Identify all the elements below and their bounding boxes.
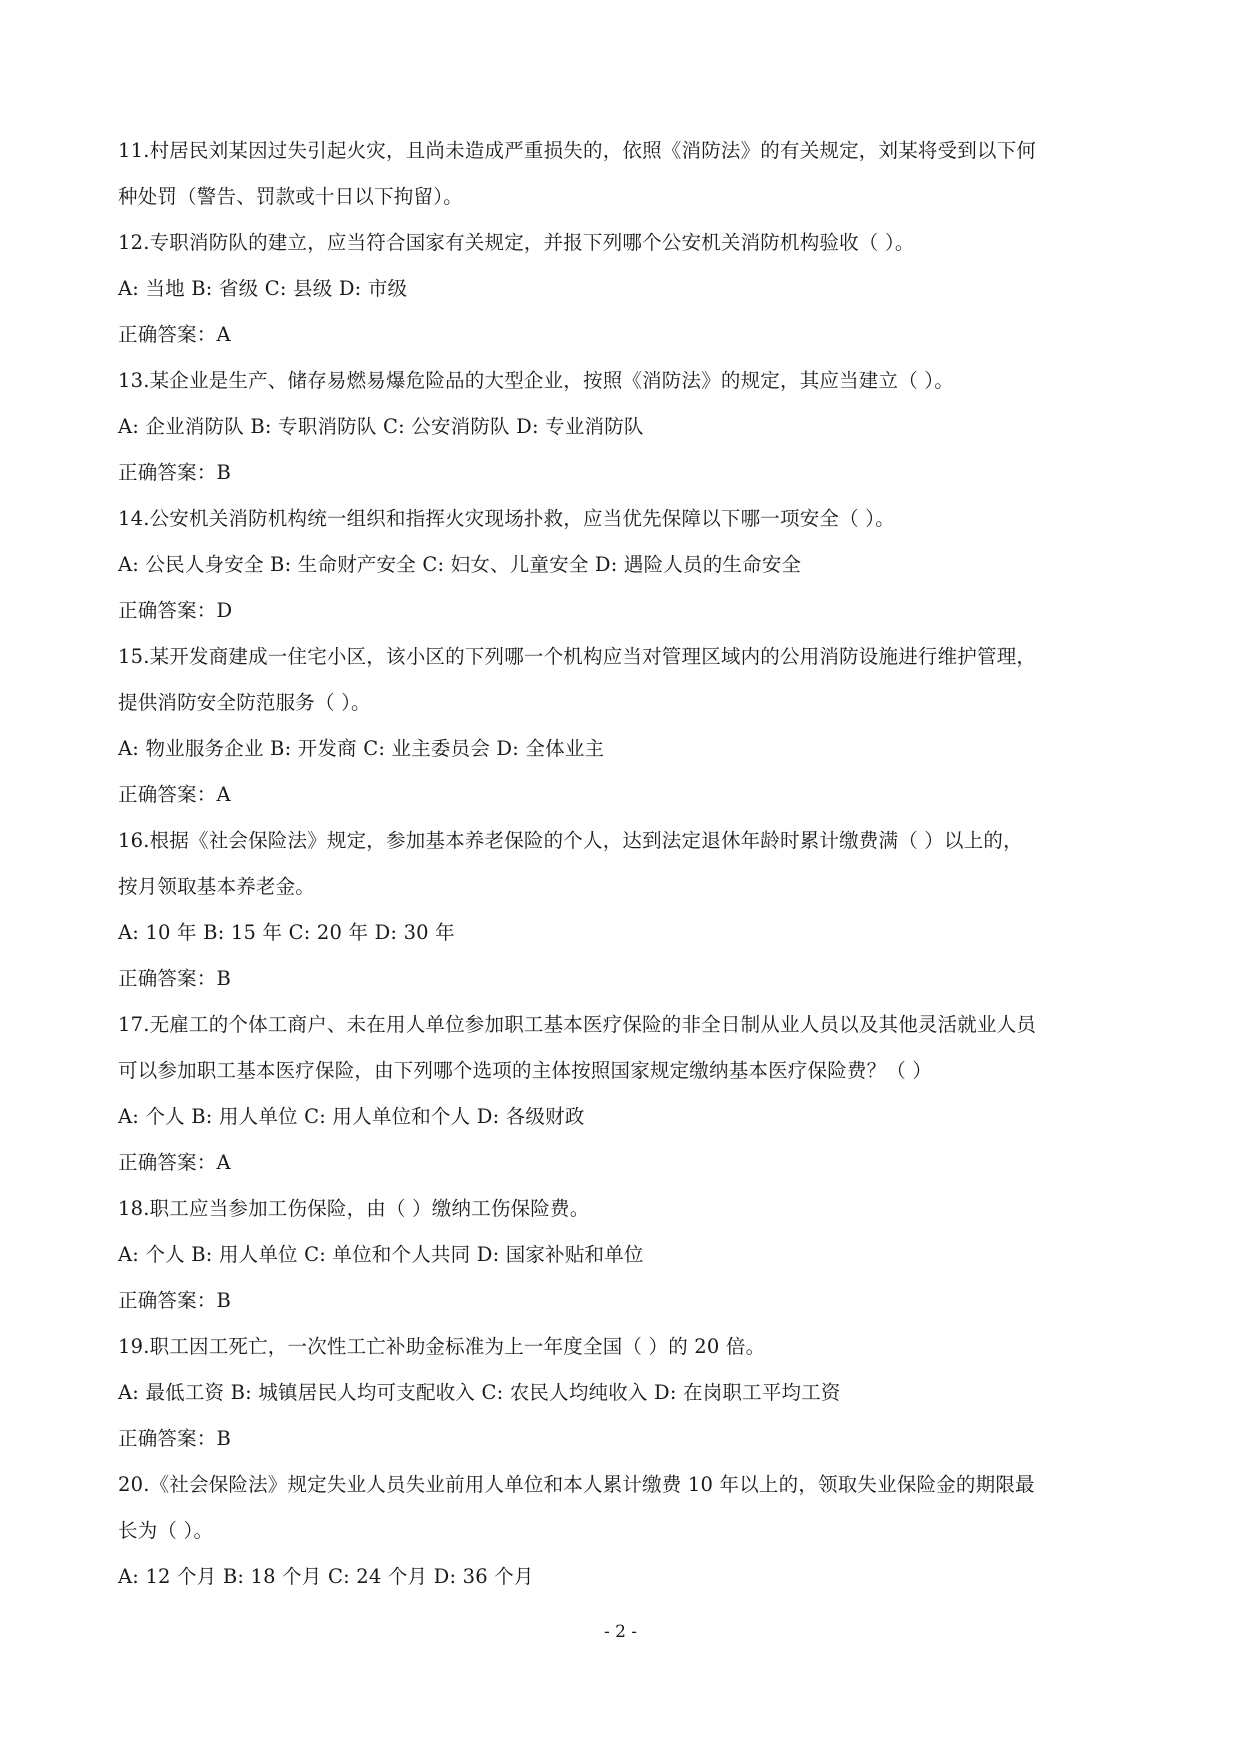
text-line: A: 最低工资 B: 城镇居民人均可支配收入 C: 农民人均纯收入 D: 在岗职工平均工资	[118, 1381, 841, 1404]
text-line: 按月领取基本养老金。	[118, 875, 316, 898]
text-line: 16.根据《社会保险法》规定，参加基本养老保险的个人，达到法定退休年龄时累计缴费满（ ）以上的，	[118, 829, 1023, 852]
text-line: 14.公安机关消防机构统一组织和指挥火灾现场扑救，应当优先保障以下哪一项安全（ ）。	[118, 507, 895, 530]
text-line: 可以参加职工基本医疗保险，由下列哪个选项的主体按照国家规定缴纳基本医疗保险费？（ ）	[118, 1059, 933, 1082]
text-line: 11.村居民刘某因过失引起火灾，且尚未造成严重损失的，依照《消防法》的有关规定，刘某将受到以下何	[118, 139, 1037, 162]
text-line: 正确答案：A	[118, 1151, 231, 1174]
text-line: 正确答案：B	[118, 967, 232, 990]
text-line: A: 12 个月 B: 18 个月 C: 24 个月 D: 36 个月	[118, 1565, 534, 1588]
text-line: 正确答案：D	[118, 599, 233, 622]
text-line: A: 10 年 B: 15 年 C: 20 年 D: 30 年	[118, 921, 455, 944]
text-line: 18.职工应当参加工伤保险，由（ ）缴纳工伤保险费。	[118, 1197, 590, 1220]
text-line: 15.某开发商建成一住宅小区，该小区的下列哪一个机构应当对管理区域内的公用消防设施进行维护管理，	[118, 645, 1037, 668]
text-line: A: 企业消防队 B: 专职消防队 C: 公安消防队 D: 专业消防队	[118, 415, 644, 438]
text-line: 17.无雇工的个体工商户、未在用人单位参加职工基本医疗保险的非全日制从业人员以及其他灵活就业人员	[118, 1013, 1037, 1036]
text-line: 长为（ ）。	[118, 1519, 214, 1542]
text-line: 正确答案：A	[118, 323, 231, 346]
page-number: - 2 -	[603, 1622, 638, 1642]
text-line: 12.专职消防队的建立，应当符合国家有关规定，并报下列哪个公安机关消防机构验收（ ）。	[118, 231, 915, 254]
text-line: 提供消防安全防范服务（ ）。	[118, 691, 371, 714]
text-line: A: 个人 B: 用人单位 C: 单位和个人共同 D: 国家补贴和单位	[118, 1243, 644, 1266]
text-line: A: 当地 B: 省级 C: 县级 D: 市级	[118, 277, 408, 300]
text-line: 正确答案：B	[118, 1427, 232, 1450]
text-line: A: 公民人身安全 B: 生命财产安全 C: 妇女、儿童安全 D: 遇险人员的生命安全	[118, 553, 802, 576]
text-line: 19.职工因工死亡，一次性工亡补助金标准为上一年度全国（ ）的 20 倍。	[118, 1335, 766, 1358]
text-line: 20.《社会保险法》规定失业人员失业前用人单位和本人累计缴费 10 年以上的，领取失业保险金的期限最	[118, 1473, 1035, 1496]
text-line: 正确答案：A	[118, 783, 231, 806]
page-content	[118, 128, 1128, 1600]
text-line: 正确答案：B	[118, 1289, 232, 1312]
text-line: A: 物业服务企业 B: 开发商 C: 业主委员会 D: 全体业主	[118, 737, 605, 760]
text-line: 种处罚（警告、罚款或十日以下拘留）。	[118, 185, 463, 208]
text-line: 13.某企业是生产、储存易燃易爆危险品的大型企业，按照《消防法》的规定，其应当建立（ ）。	[118, 369, 954, 392]
text-line: 正确答案：B	[118, 461, 232, 484]
text-line: A: 个人 B: 用人单位 C: 用人单位和个人 D: 各级财政	[118, 1105, 585, 1128]
